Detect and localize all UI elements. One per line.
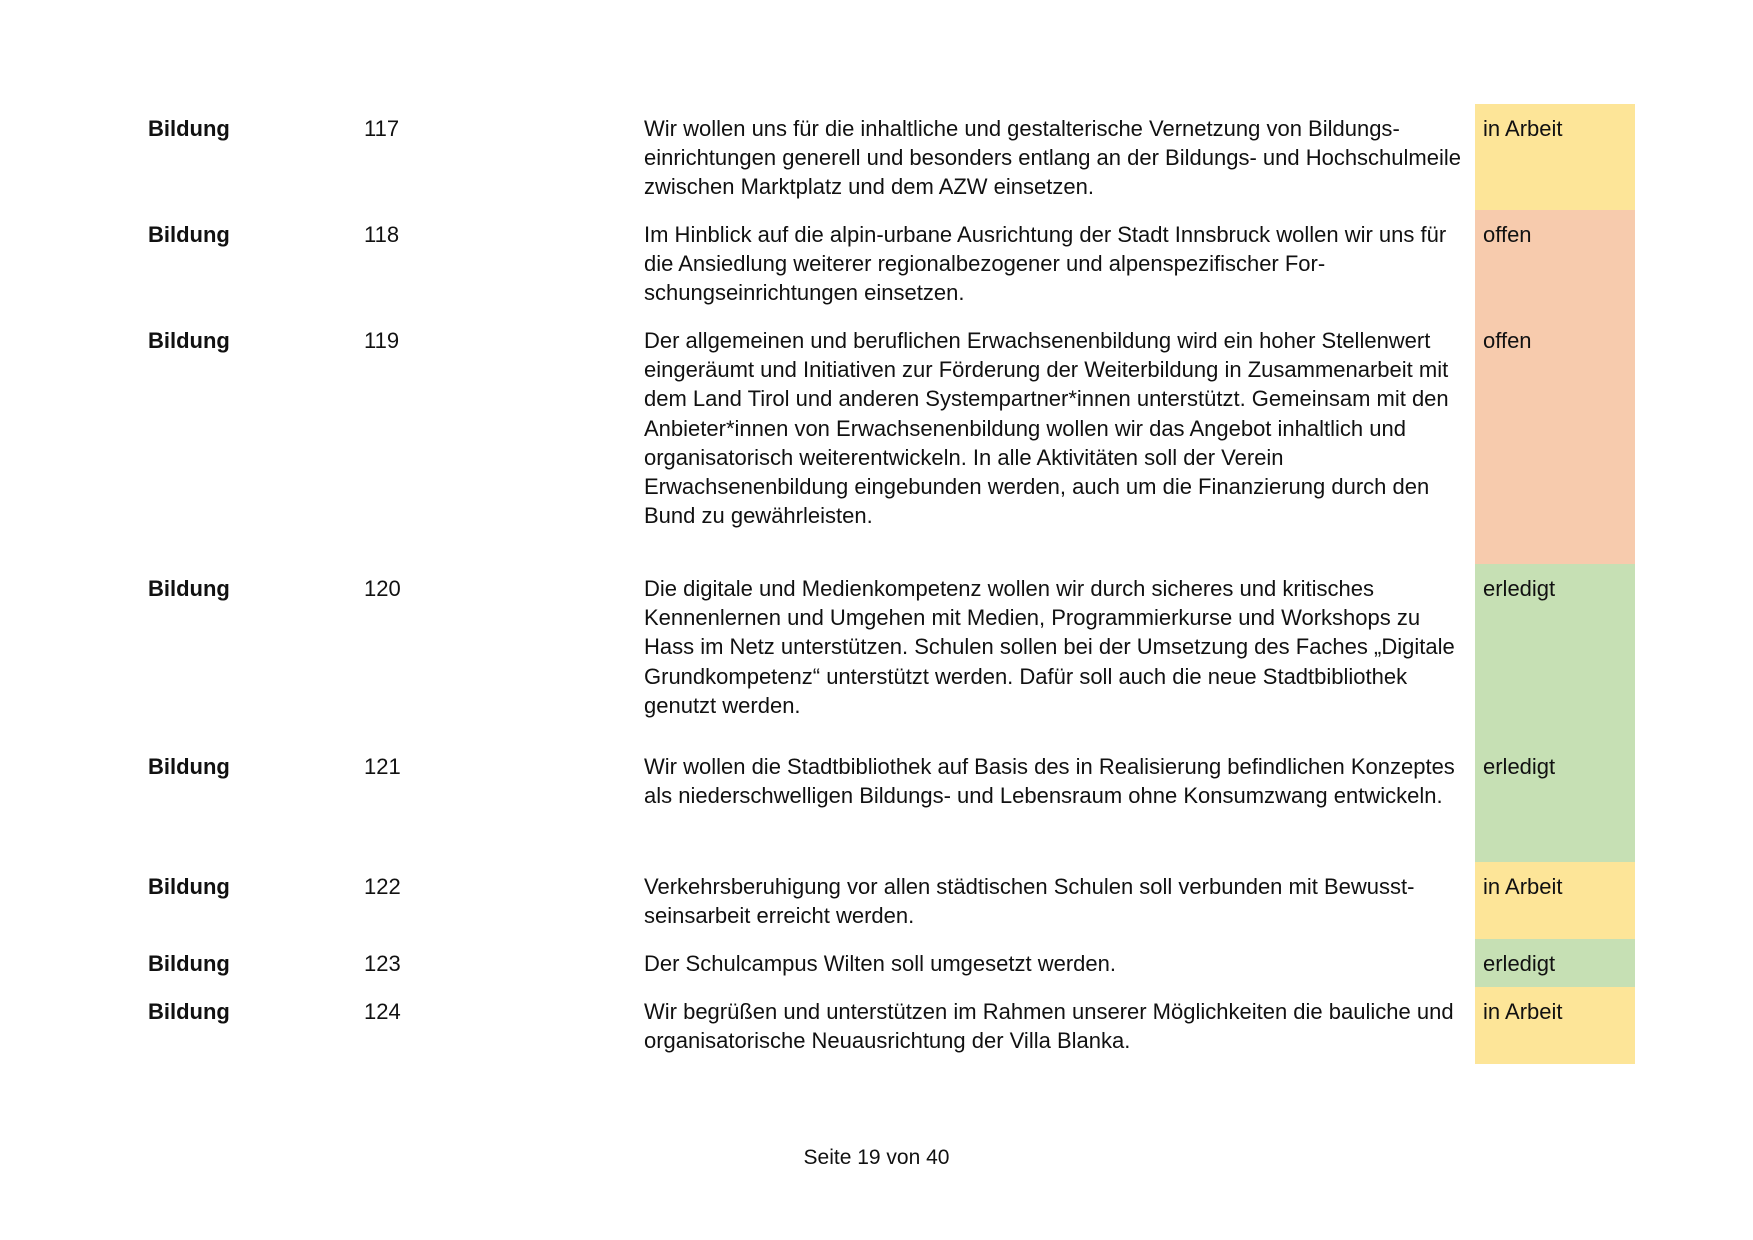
measures-table: [148, 104, 1635, 1064]
table-row: [148, 862, 1635, 939]
row-text: Wir wollen uns für die inhaltliche und gestalterische Vernetzung von Bildungseinrichtungen generell und besonders entlang an der Bildungs- und Hochschulmeile zwischen Marktplatz und dem AZW einsetzen.: [644, 116, 1461, 200]
row-status-badge: offen: [1475, 316, 1635, 564]
page-footer: Seite 19 von 40: [803, 1146, 950, 1169]
row-category: Bildung: [148, 328, 230, 353]
row-text: Die digitale und Medienkompetenz wollen wir durch sicheres und kritisches Kennenlernen und Umgehen mit Medien, Programmierkurse und Workshops zu Hass im Netz unterstützen. Schulen sollen bei der Umsetzung des Faches „Digitale Grundkompetenz“ unterstützt werden. Dafür soll auch die neue Stadtbibliothek genutzt werden.: [644, 576, 1455, 718]
row-category: Bildung: [148, 874, 230, 899]
row-category: Bildung: [148, 222, 230, 247]
table-row: [148, 104, 1635, 210]
row-category: Bildung: [148, 754, 230, 779]
table-row: [148, 316, 1635, 564]
row-text: Wir begrüßen und unterstützen im Rahmen unserer Möglichkeiten die bauliche und organisatorische Neuausrichtung der Villa Blanka.: [644, 999, 1454, 1054]
row-text: Der allgemeinen und beruflichen Erwachsenenbildung wird ein hoher Stellenwert eingeräumt und Initiativen zur Förderung der Weiterbildung in Zusammenarbeit mit dem Land Tirol und anderen Systempartner*innen unterstützt. Gemeinsam mit den Anbieter*innen von Erwachsenenbildung wollen wir das Angebot inhaltlich und organisatorisch weiterentwickeln. In alle Aktivitäten soll der Verein Erwachsenenbildung eingebunden werden, auch um die Finanzierung durch den Bund zu gewährleisten.: [644, 328, 1449, 529]
row-category: Bildung: [148, 576, 230, 601]
table-row: [148, 742, 1635, 862]
row-number: 122: [364, 874, 401, 899]
row-number: 121: [364, 754, 401, 779]
table-row: [148, 564, 1635, 742]
row-category: Bildung: [148, 951, 230, 976]
row-status-badge: erledigt: [1475, 742, 1635, 862]
row-status-badge: in Arbeit: [1475, 104, 1635, 210]
row-number: 118: [364, 222, 400, 247]
row-number: 119: [364, 328, 400, 353]
row-status-badge: in Arbeit: [1475, 987, 1635, 1064]
row-text: Verkehrsberuhigung vor allen städtischen Schulen soll verbunden mit Bewusstseinsarbeit erreicht werden.: [644, 874, 1415, 929]
table-row: [148, 939, 1635, 987]
row-status-badge: erledigt: [1475, 939, 1635, 987]
row-number: 117: [364, 116, 400, 141]
row-text: Wir wollen die Stadtbibliothek auf Basis des in Realisierung befindlichen Konzeptes als niederschwelligen Bildungs- und Lebensraum ohne Konsumzwang entwickeln.: [644, 754, 1455, 809]
row-category: Bildung: [148, 116, 230, 141]
table-body: [148, 104, 1635, 1064]
row-status-badge: in Arbeit: [1475, 862, 1635, 939]
row-status-badge: erledigt: [1475, 564, 1635, 742]
row-text: Im Hinblick auf die alpin-urbane Ausrichtung der Stadt Innsbruck wollen wir uns für die Ansiedlung weiterer regionalbezogener und alpenspezifischer Forschungseinrichtungen einsetzen.: [644, 222, 1447, 306]
table-row: [148, 987, 1635, 1064]
table-row: [148, 210, 1635, 316]
row-number: 123: [364, 951, 401, 976]
row-number: 120: [364, 576, 401, 601]
row-number: 124: [364, 999, 401, 1024]
row-text: Der Schulcampus Wilten soll umgesetzt werden.: [644, 951, 1116, 976]
row-status-badge: offen: [1475, 210, 1635, 316]
row-category: Bildung: [148, 999, 230, 1024]
